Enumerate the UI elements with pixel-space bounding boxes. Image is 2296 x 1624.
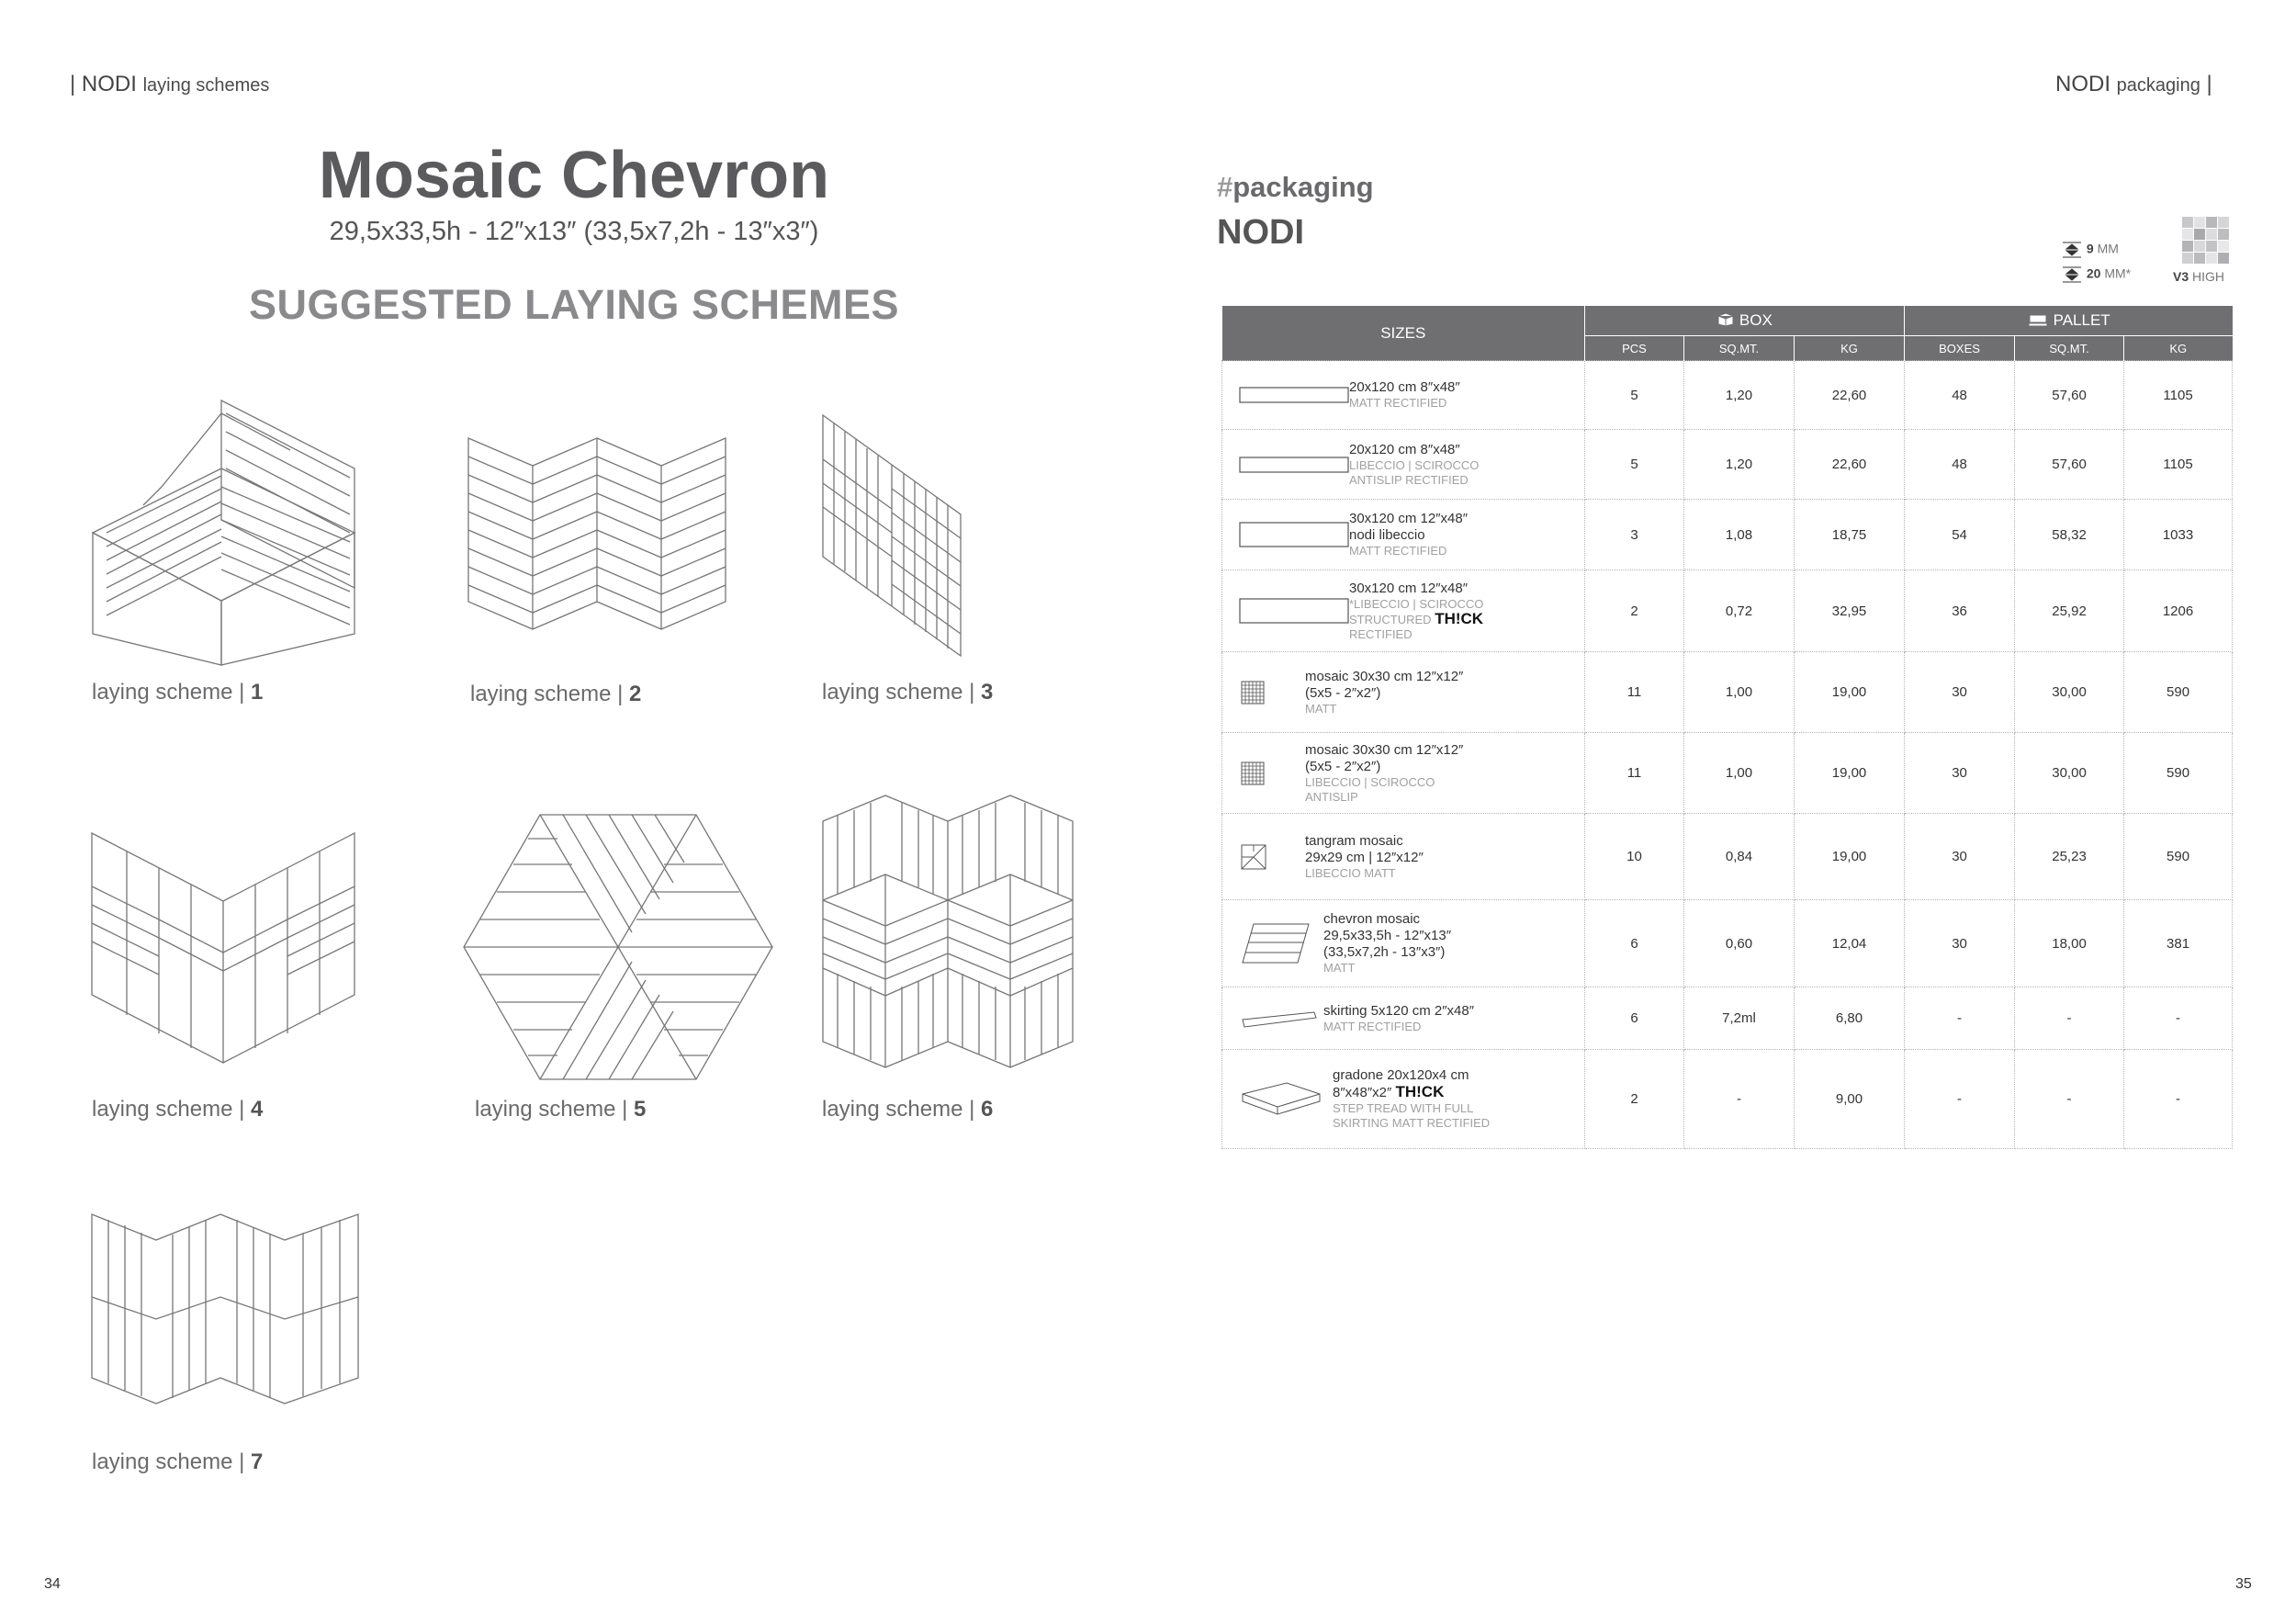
thickness-9-value: 9 — [2086, 241, 2094, 256]
laying-scheme-7-caption — [92, 1449, 263, 1475]
box-icon — [1716, 312, 1735, 327]
box-kg: 19,00 — [1795, 733, 1905, 814]
laying-scheme-1-caption — [92, 680, 263, 705]
box-kg: 6,80 — [1795, 987, 1905, 1050]
box-sqmt: 1,20 — [1684, 361, 1795, 430]
table-row — [1222, 900, 2233, 987]
variation-code: V3 — [2173, 269, 2189, 284]
schemes-heading: SUGGESTED LAYING SCHEMES — [249, 281, 899, 328]
scheme-number: 5 — [633, 1097, 647, 1122]
box-pcs: 6 — [1585, 987, 1684, 1050]
pallet-boxes: 30 — [1905, 814, 2015, 900]
box-sqmt: 0,60 — [1684, 900, 1795, 987]
box-kg: 12,04 — [1795, 900, 1905, 987]
laying-scheme-5-caption — [475, 1097, 646, 1122]
size-cell — [1222, 570, 1585, 652]
pallet-sqmt: 30,00 — [2015, 733, 2124, 814]
packaging-tag-text: packaging — [1232, 171, 1374, 203]
pallet-sqmt: 25,23 — [2015, 814, 2124, 900]
thick-logo: TH!CK — [1435, 609, 1484, 627]
box-sqmt: 7,2ml — [1684, 987, 1795, 1050]
skirting-icon — [1241, 1009, 1318, 1029]
laying-scheme-4-caption — [92, 1097, 263, 1122]
laying-scheme-2-figure — [467, 436, 733, 638]
box-pcs: 5 — [1585, 361, 1684, 430]
pallet-kg: 381 — [2124, 900, 2233, 987]
pallet-sqmt: 30,00 — [2015, 652, 2124, 733]
product-size: 29,5x33,5h - 12″x13″ (33,5x7,2h - 13″x3″) — [329, 217, 819, 246]
size-line: 29x29 cm | 12″x12″ — [1305, 849, 1424, 865]
thickness-icon — [2061, 241, 2083, 259]
packaging-product-name: NODI — [1217, 213, 1304, 252]
size-finish: LIBECCIO MATT — [1305, 865, 1396, 880]
chevron-mosaic-icon — [1241, 922, 1311, 964]
size-line: 30x120 cm 12″x48″ — [1349, 511, 1469, 526]
pallet-sqmt: 57,60 — [2015, 361, 2124, 430]
scheme-label: laying scheme | — [92, 1449, 245, 1474]
table-row — [1222, 570, 2233, 652]
pallet-sqmt: 57,60 — [2015, 430, 2124, 500]
box-pcs: 11 — [1585, 733, 1684, 814]
box-pcs: 11 — [1585, 652, 1684, 733]
pallet-kg: 1033 — [2124, 500, 2233, 570]
pallet-boxes: 54 — [1905, 500, 2015, 570]
table-row — [1222, 987, 2233, 1050]
shade-variation-icon — [2182, 217, 2230, 269]
pallet-boxes: 30 — [1905, 652, 2015, 733]
size-cell — [1222, 814, 1585, 900]
header-pallet-label: PALLET — [2053, 311, 2110, 329]
size-finish: MATT RECTIFIED — [1323, 1019, 1422, 1033]
size-cell — [1222, 652, 1585, 733]
header-pallet-sqmt: SQ.MT. — [2015, 336, 2124, 361]
left-header-section: laying schemes — [142, 75, 270, 96]
header-pallet-boxes: BOXES — [1905, 336, 2015, 361]
table-row — [1222, 652, 2233, 733]
packaging-table — [1221, 306, 2233, 1149]
size-line: 29,5x33,5h - 12″x13″ — [1323, 928, 1452, 943]
thickness-20-unit: MM* — [2104, 265, 2132, 281]
size-finish: MATT — [1305, 701, 1337, 716]
header-box-label: BOX — [1739, 311, 1773, 329]
size-finish: *LIBECCIO | SCIROCCO — [1349, 596, 1484, 611]
size-finish: LIBECCIO | SCIROCCO — [1305, 774, 1435, 789]
laying-scheme-6-caption — [822, 1097, 993, 1122]
scheme-label: laying scheme | — [92, 680, 245, 705]
size-line: skirting 5x120 cm 2″x48″ — [1323, 1002, 1475, 1019]
scheme-label: laying scheme | — [92, 1097, 245, 1122]
size-finish: STEP TREAD WITH FULL — [1333, 1101, 1474, 1115]
laying-scheme-3-figure — [821, 413, 968, 661]
size-cell — [1222, 1050, 1585, 1149]
pallet-kg: - — [2124, 987, 2233, 1050]
laying-scheme-4-figure — [90, 831, 361, 1066]
scheme-label: laying scheme | — [822, 1097, 975, 1122]
pallet-kg: 590 — [2124, 733, 2233, 814]
pallet-boxes: - — [1905, 1050, 2015, 1149]
size-line: 20x120 cm 8″x48″ — [1349, 379, 1460, 395]
thickness-20-indicator — [2061, 265, 2131, 284]
box-pcs: 2 — [1585, 570, 1684, 652]
right-header-section: packaging — [2116, 75, 2200, 96]
size-cell — [1222, 900, 1585, 987]
box-pcs: 10 — [1585, 814, 1684, 900]
page-number-right: 35 — [2235, 1576, 2252, 1592]
pallet-icon — [2027, 312, 2049, 327]
box-kg: 22,60 — [1795, 430, 1905, 500]
left-header-brand: NODI — [81, 72, 137, 96]
size-cell — [1222, 430, 1585, 500]
header-pallet-kg: KG — [2124, 336, 2233, 361]
pallet-boxes: 30 — [1905, 900, 2015, 987]
table-row — [1222, 814, 2233, 900]
box-kg: 22,60 — [1795, 361, 1905, 430]
size-finish: ANTISLIP — [1305, 789, 1358, 804]
size-finish: STRUCTURED — [1349, 612, 1432, 626]
table-row — [1222, 1050, 2233, 1149]
size-line: 20x120 cm 8″x48″ — [1349, 441, 1460, 457]
pallet-sqmt: - — [2015, 987, 2124, 1050]
size-line: (5x5 - 2″x2″) — [1305, 684, 1381, 701]
size-finish: MATT RECTIFIED — [1349, 396, 1447, 410]
header-box-pcs: PCS — [1585, 336, 1684, 361]
laying-scheme-7-figure — [90, 1212, 366, 1410]
right-running-header: NODI packaging | — [2055, 72, 2212, 96]
scheme-number: 2 — [628, 682, 642, 706]
size-line: chevron mosaic — [1323, 911, 1421, 927]
size-line: (33,5x7,2h - 13″x3″) — [1323, 944, 1446, 960]
pallet-sqmt: 58,32 — [2015, 500, 2124, 570]
tangram-icon — [1241, 844, 1266, 870]
box-sqmt: 1,00 — [1684, 652, 1795, 733]
tile-20x120-icon — [1239, 455, 1349, 475]
scheme-number: 4 — [250, 1097, 264, 1122]
laying-scheme-1-figure — [88, 395, 428, 671]
box-kg: 19,00 — [1795, 814, 1905, 900]
pallet-boxes: 48 — [1905, 361, 2015, 430]
scheme-label: laying scheme | — [822, 680, 975, 705]
thickness-icon — [2061, 265, 2083, 284]
size-finish: SKIRTING MATT RECTIFIED — [1333, 1116, 1491, 1130]
box-sqmt: 0,72 — [1684, 570, 1795, 652]
pallet-sqmt: - — [2015, 1050, 2124, 1149]
size-cell — [1222, 361, 1585, 430]
laying-scheme-3-caption — [822, 680, 993, 705]
thickness-20-value: 20 — [2086, 265, 2101, 281]
laying-scheme-2-caption — [470, 682, 641, 707]
table-row — [1222, 361, 2233, 430]
box-pcs: 5 — [1585, 430, 1684, 500]
box-sqmt: 1,20 — [1684, 430, 1795, 500]
size-finish: RECTIFIED — [1349, 626, 1412, 641]
size-line: gradone 20x120x4 cm — [1333, 1067, 1469, 1083]
pallet-kg: - — [2124, 1050, 2233, 1149]
header-box-kg: KG — [1795, 336, 1905, 361]
variation-label: HIGH — [2192, 269, 2225, 284]
size-finish: MATT — [1323, 961, 1356, 975]
box-sqmt: 1,08 — [1684, 500, 1795, 570]
pallet-kg: 590 — [2124, 814, 2233, 900]
product-title: Mosaic Chevron — [318, 139, 830, 212]
pallet-sqmt: 25,92 — [2015, 570, 2124, 652]
size-cell — [1222, 500, 1585, 570]
laying-scheme-6-figure — [821, 794, 1078, 1088]
step-tread-icon — [1241, 1081, 1322, 1118]
size-finish: MATT RECTIFIED — [1349, 544, 1447, 558]
table-row — [1222, 500, 2233, 570]
shade-variation-label — [2173, 269, 2224, 284]
pallet-boxes: 48 — [1905, 430, 2015, 500]
size-line: nodi libeccio — [1349, 527, 1425, 543]
scheme-number: 3 — [980, 680, 994, 705]
header-sizes: SIZES — [1222, 306, 1585, 361]
pallet-kg: 1105 — [2124, 361, 2233, 430]
size-finish: LIBECCIO | SCIROCCO — [1349, 457, 1480, 472]
header-box-sqmt: SQ.MT. — [1684, 336, 1795, 361]
size-line: mosaic 30x30 cm 12″x12″ — [1305, 668, 1464, 684]
size-line: 8″x48″x2″ — [1333, 1085, 1392, 1100]
size-line: mosaic 30x30 cm 12″x12″ — [1305, 741, 1464, 758]
tile-20x120-icon — [1239, 385, 1349, 405]
right-header-brand: NODI — [2055, 72, 2110, 96]
scheme-label: laying scheme | — [470, 682, 624, 706]
pallet-boxes: - — [1905, 987, 2015, 1050]
size-finish: ANTISLIP RECTIFIED — [1349, 472, 1469, 487]
box-sqmt: - — [1684, 1050, 1795, 1149]
pallet-boxes: 36 — [1905, 570, 2015, 652]
scheme-number: 6 — [980, 1097, 994, 1122]
left-running-header: | NODI laying schemes — [70, 72, 270, 96]
table-row — [1222, 430, 2233, 500]
mosaic-grid-icon — [1241, 681, 1265, 705]
box-kg: 19,00 — [1795, 652, 1905, 733]
box-sqmt: 0,84 — [1684, 814, 1795, 900]
page-number-left: 34 — [44, 1576, 61, 1592]
box-kg: 18,75 — [1795, 500, 1905, 570]
thick-logo: TH!CK — [1395, 1083, 1445, 1100]
size-line: (5x5 - 2″x2″) — [1305, 758, 1381, 774]
scheme-number: 1 — [250, 680, 264, 705]
size-line: tangram mosaic — [1305, 832, 1403, 849]
laying-scheme-5-figure — [462, 813, 774, 1084]
pallet-boxes: 30 — [1905, 733, 2015, 814]
size-cell — [1222, 733, 1585, 814]
thickness-9-unit: MM — [2097, 241, 2119, 256]
size-line: 30x120 cm 12″x48″ — [1349, 580, 1469, 596]
table-row — [1222, 733, 2233, 814]
thickness-9-indicator — [2061, 241, 2119, 259]
scheme-label: laying scheme | — [475, 1097, 628, 1122]
pallet-sqmt: 18,00 — [2015, 900, 2124, 987]
pallet-kg: 1206 — [2124, 570, 2233, 652]
tile-30x120-icon — [1239, 597, 1349, 625]
pallet-kg: 590 — [2124, 652, 2233, 733]
header-box — [1585, 306, 1905, 336]
box-pcs: 2 — [1585, 1050, 1684, 1149]
table-header-row — [1222, 306, 2233, 336]
tile-30x120-icon — [1239, 521, 1349, 548]
box-kg: 9,00 — [1795, 1050, 1905, 1149]
pallet-kg: 1105 — [2124, 430, 2233, 500]
size-cell — [1222, 987, 1585, 1050]
header-pallet — [1905, 306, 2233, 336]
box-kg: 32,95 — [1795, 570, 1905, 652]
hash-symbol: # — [1217, 171, 1233, 203]
packaging-tag — [1217, 171, 1374, 204]
scheme-number: 7 — [250, 1449, 264, 1474]
box-pcs: 6 — [1585, 900, 1684, 987]
mosaic-grid-icon — [1241, 761, 1265, 785]
box-pcs: 3 — [1585, 500, 1684, 570]
box-sqmt: 1,00 — [1684, 733, 1795, 814]
